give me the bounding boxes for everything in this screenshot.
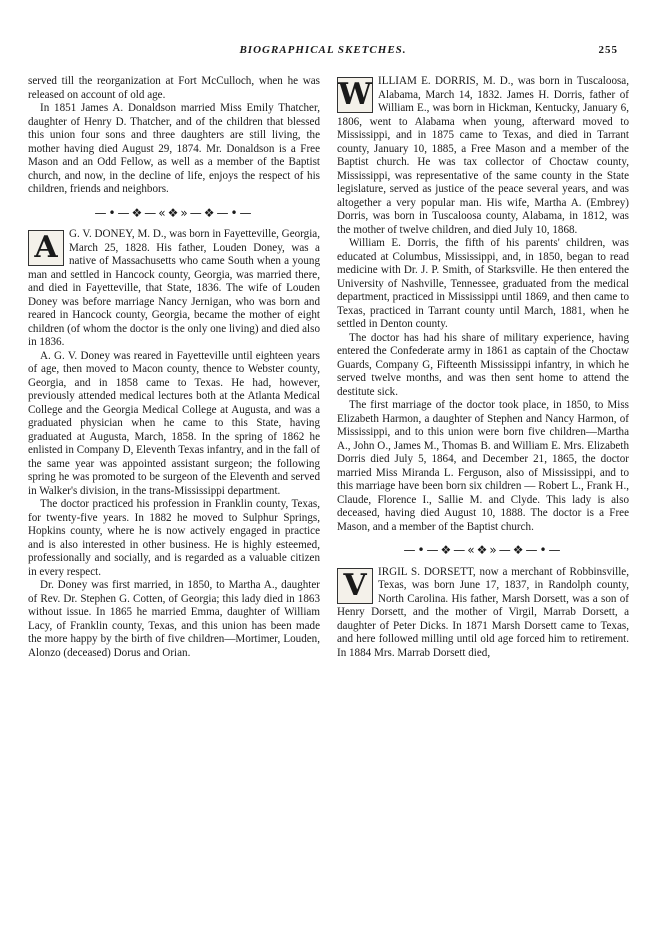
doney-paragraph-marriage: Dr. Doney was first married, in 1850, to Martha A., daughter of Rev. Dr. Stephen G. Cotten, of Georgia; this lady died in 1863 without issue. In 1865 he married Emma, daughter of William Lacy, of Franklin county, Texas, and this union has been made the more happy by the birth of five children—Mortimer, Louden, Alonzo (deceased) Dorus and Orian.: [28, 579, 320, 659]
dorsett-biography-opening: [337, 566, 629, 661]
right-column: [337, 75, 629, 660]
doney-opening-text: G. V. DONEY, M. D., was born in Fayetteville, Georgia, March 25, 1828. His father, Louden Doney, was a native of Massachusetts who came South when a young man and settled in Hancock county, Georgia, was married there, and died in Fayetteville, that State, 1836. The wife of Louden Doney was before marriage Nancy Jernigan, who was born and reared in Hancock county, Georgia, became the mother of eight children (of whom the doctor is the only one living) and died also in 1836.: [28, 228, 320, 348]
left-column: [28, 75, 320, 660]
dorris-paragraph-education: William E. Dorris, the fifth of his parents' children, was educated at Columbus, Mississippi, and, in 1850, began to read medicine with Dr. J. P. Smith, of Starksville. He then entered the University of Nashville, Tennessee, graduated from the medical department, practiced in Mississippi until 1869, and then came to Texas, practiced in Tarrant county until March, 1881, when he settled in Denton county.: [337, 237, 629, 330]
page-number: 255: [598, 44, 618, 56]
dorris-opening-text: ILLIAM E. DORRIS, M. D., was born in Tuscaloosa, Alabama, March 14, 1832. James H. Dorris, father of William E., was born in Hickman, Kentucky, January 6, 1806, went to Alabama when young, afterward moved to Mississippi, and in 1875 came to Texas, and died in Tarrant county, January 10, 1885, a Free Mason and a member of the Baptist church. He was tax collector of Choctaw county, Mississippi, was representative of the same county in the State legislature, served as justice of the peace several years, and was altogether a very popular man. His wife, Martha A. (Embrey) Dorris, was born in Tuscaloosa county, Alabama, in 1812, was the mother of twelve children, and died July 10, 1868.: [337, 75, 629, 236]
dropcap-letter: V: [337, 568, 373, 604]
section-divider-ornament: —•—❖—«❖»—❖—•—: [403, 543, 563, 557]
donaldson-paragraph-continued: served till the reorganization at Fort McCulloch, when he was released on account of old age.: [28, 75, 320, 101]
dorsett-opening-text: IRGIL S. DORSETT, now a merchant of Robbinsville, Texas, was born June 17, 1837, in Randolph county, North Carolina. His father, Marsh Dorsett, was a son of Henry Dorsett, and the mother of Virgil, Marrab Dorsett, a daughter of Peter Dicks. In 1871 Marsh Dorsett came to Texas, and here followed milling until old age forced him to retirement. In 1884 Mrs. Marrab Dorsett died,: [337, 565, 629, 659]
section-divider-ornament: —•—❖—«❖»—❖—•—: [94, 205, 254, 220]
donaldson-paragraph: In 1851 James A. Donaldson married Miss Emily Thatcher, daughter of Henry D. Thatcher, and of the children that blessed this union four sons and three daughters are still living, the mother having died August 29, 1874. Mr. Donaldson is a Free Mason and an Odd Fellow, as well as a member of the Baptist church, and now, in the decline of life, enjoys the respect of his children, friends and neighbors.: [28, 102, 320, 195]
running-title: BIOGRAPHICAL SKETCHES.: [239, 44, 407, 56]
dorris-paragraph-military: The doctor has had his share of military experience, having entered the Confederate army in 1861 as captain of the Choctaw Guards, Company G, Fifteenth Mississippi infantry, in which he served twelve months, and was then sent home to attend the destitute sick.: [337, 331, 629, 398]
dorris-biography-opening: [337, 75, 629, 237]
doney-biography-opening: [28, 228, 320, 350]
dropcap-letter: W: [338, 77, 372, 112]
doney-paragraph-education: A. G. V. Doney was reared in Fayetteville until eighteen years of age, then moved to Macon county, thence to Webster county, Georgia, and in 1858 came to Texas. He had, however, previously attended medical lectures both at the Atlanta Medical College and the Georgia Medical College at Augusta, and was a graduated physician when he came to this State, having graduated at Augusta, March, 1858. In the spring of 1862 he enlisted in Company D, Eleventh Texas infantry, and in the fall of the same year was appointed assistant surgeon; the following spring he was promoted to be surgeon of the Eleventh and served in Walker's division, in the trans-Mississippi department.: [28, 349, 320, 497]
running-head: [28, 44, 618, 60]
doney-paragraph-practice: The doctor practiced his profession in Franklin county, Texas, for twenty-five years. In 1882 he moved to Sulphur Springs, Hopkins county, where he is now actively engaged in practice and is also interested in other business. He is highly esteemed, professionally and socially, and is regarded as a valuable citizen in every respect.: [28, 498, 320, 578]
dorris-paragraph-marriage: The first marriage of the doctor took place, in 1850, to Miss Elizabeth Harmon, a daughter of Stephen and Nancy Harmon, of Mississippi, and to this union were born five children—Martha A., John O., James M., Thomas B. and William E. Mrs. Elizabeth Dorris died July 5, 1864, and December 21, 1865, the doctor married Miss Miranda L. Ferguson, also of Mississippi, and to this marriage have been born six children — Robert L., Frank H., Claude, Florence I., Sallie M. and Clyde. This lady is also deceased, having died August 10, 1888. The doctor is a Free Mason, and a member of the Baptist church.: [337, 399, 629, 533]
dropcap-letter: A: [28, 230, 64, 266]
